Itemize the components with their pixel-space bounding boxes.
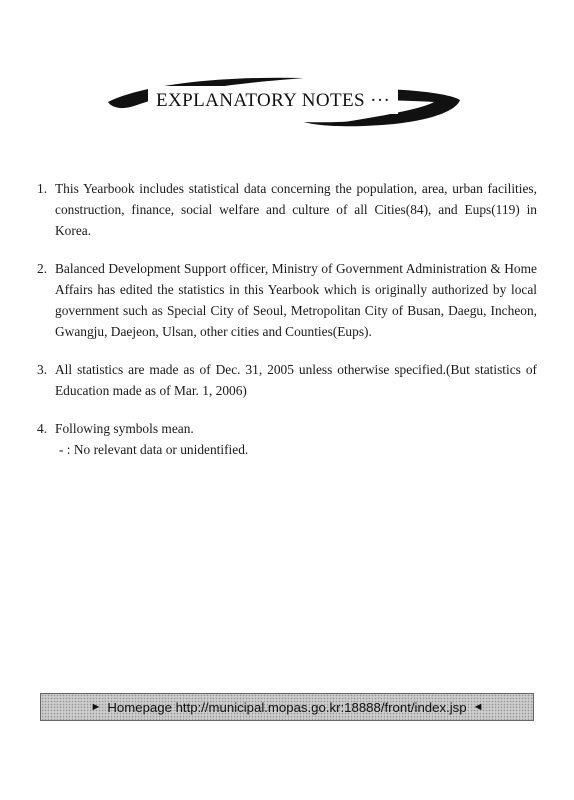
note-number: 1. [37, 181, 48, 196]
note-text: Balanced Development Support officer, Ministry of Government Administration & Home Affairs has edited the statistics in this Yearbook which is originally authorized by local government such as Special City of Seoul, Metropolitan City of Busan, Daegu, Incheon, Gwangju, Daejeon, Ulsan, other cities and Counties(Eups). [55, 261, 537, 339]
note-number: 3. [37, 362, 48, 377]
page-title: EXPLANATORY NOTES ··· [156, 90, 391, 111]
note-text: This Yearbook includes statistical data concerning the population, area, urban facilities, construction, finance, social welfare and culture of all Cities(84), and Eups(119) in Korea. [55, 181, 537, 238]
note-number: 2. [37, 261, 48, 276]
note-number: 4. [37, 421, 48, 436]
symbol-definition: - : No relevant data or unidentified. [59, 442, 249, 457]
note-item [37, 178, 537, 241]
homepage-bar [40, 693, 534, 721]
note-text: All statistics are made as of Dec. 31, 2005 unless otherwise specified.(But statistics of Education made as of Mar. 1, 2006) [55, 362, 537, 398]
note-item [37, 258, 537, 342]
note-item [37, 359, 537, 401]
note-text: Following symbols mean. [55, 421, 194, 436]
explanatory-notes-list [37, 178, 537, 477]
note-item [37, 418, 537, 460]
left-triangle-icon: ◄ [472, 701, 484, 713]
title-banner [104, 72, 464, 128]
right-triangle-icon: ► [90, 701, 102, 713]
homepage-link[interactable]: Homepage http://municipal.mopas.go.kr:18888/front/index.jsp [107, 699, 467, 715]
